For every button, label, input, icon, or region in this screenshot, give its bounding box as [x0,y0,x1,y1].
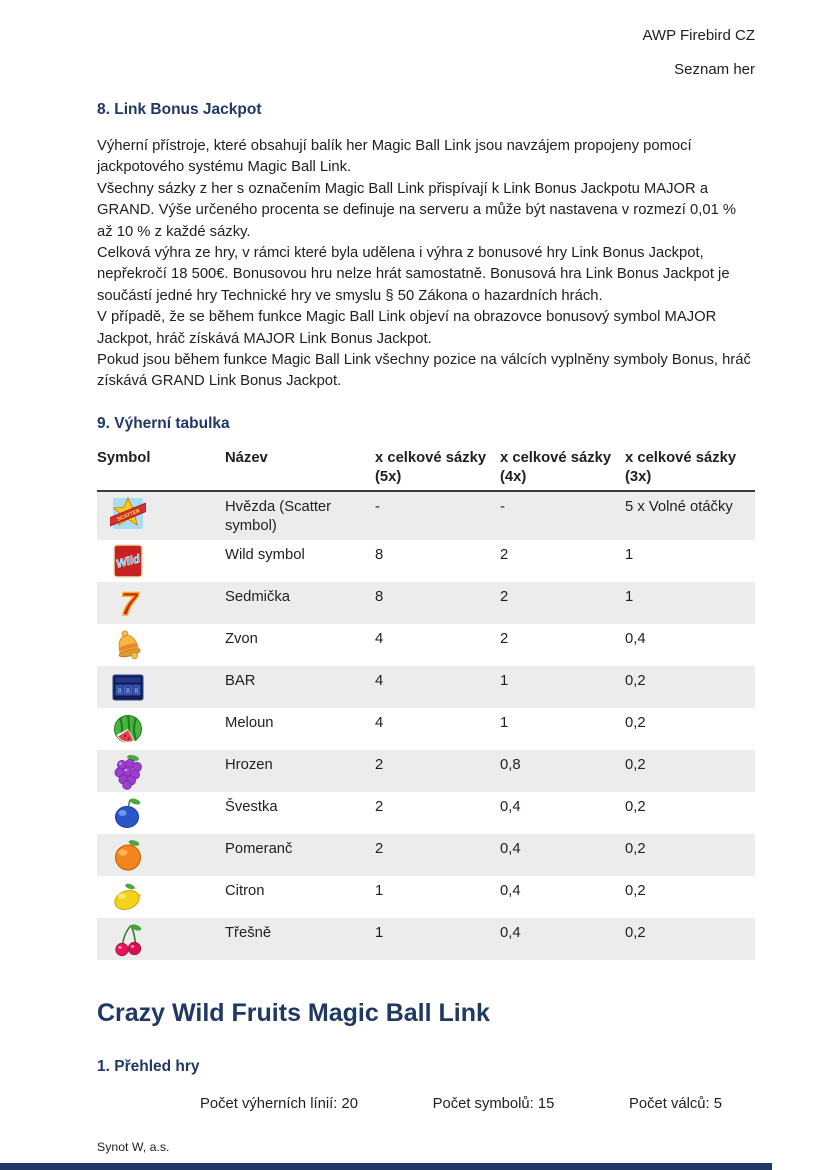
column-header-name: Název [225,447,375,491]
payout-4x: 0,8 [500,756,521,773]
payout-5x: 8 [375,588,384,605]
symbol-name: Wild symbol [225,546,305,563]
svg-text:8: 8 [117,687,122,695]
payout-3x: 0,4 [625,630,646,647]
payout-3x: 0,2 [625,714,646,731]
table-row [97,624,755,666]
section-title-link-bonus: 8. Link Bonus Jackpot [97,101,262,118]
symbol-name: Sedmička [225,588,290,605]
footer-company: Synot W, a.s. [97,1139,170,1154]
doc-header-subtitle: Seznam her [674,61,755,78]
payout-5x: 1 [375,924,384,941]
payout-3x: 0,2 [625,756,646,773]
table-row [97,918,755,960]
symbol-cell [97,750,225,792]
column-header-5x: x celkové sázky (5x) [375,447,500,491]
payout-4x: 0,4 [500,840,521,857]
payout-4x: 2 [500,630,509,647]
table-row [97,491,755,540]
symbol-cell [97,918,225,960]
symbol-cell [97,792,225,834]
lemon-icon [110,878,146,916]
svg-text:8: 8 [126,687,130,695]
doc-header-product: AWP Firebird CZ [642,27,755,44]
table-row [97,666,755,708]
table-row [97,792,755,834]
watermelon-icon [110,710,146,748]
table-row [97,708,755,750]
payout-3x: 1 [625,546,634,563]
payout-5x: 4 [375,672,384,689]
bar-icon [110,668,146,706]
section-title-paytable: 9. Výherní tabulka [97,414,230,432]
table-row [97,750,755,792]
payout-3x: 0,2 [625,882,646,899]
symbol-name: Hrozen [225,756,273,773]
stat-lines: Počet výherních línií: 20 [200,1095,358,1112]
payout-4x: - [500,498,505,515]
table-row [97,540,755,582]
payout-5x: - [375,498,380,515]
orange-icon [110,836,146,874]
payout-5x: 1 [375,882,384,899]
paragraph: Pokud jsou během funkce Magic Ball Link všechny pozice na válcích vyplněny symboly Bonus, hráč získává GRAND Link Bonus Jackpot. [97,352,751,390]
paragraph: Celková výhra ze hry, v rámci které byla udělena i výhra z bonusové hry Link Bonus Jackpot, nepřekročí 18 500€. Bonusovou hru nelze hrát samostatně. Bonusová hra Link Bonus Jackpot je součástí jedné hry Technické hry ve smyslu § 50 Zákona o hazardních hrách. [97,245,730,304]
symbol-name: Pomeranč [225,840,293,857]
payout-3x: 1 [625,588,634,605]
link-bonus-paragraphs [97,136,755,393]
payout-5x: 2 [375,756,384,773]
paytable [97,447,755,960]
doc-header [97,0,755,79]
next-page-divider-bar [0,1163,772,1170]
payout-3x: 5 x Volné otáčky [625,498,733,515]
payout-3x: 0,2 [625,840,646,857]
payout-5x: 2 [375,798,384,815]
seven-icon [110,584,146,622]
payout-5x: 8 [375,546,384,563]
symbol-name: Třešně [225,924,272,941]
symbol-cell [97,491,225,540]
payout-5x: 4 [375,714,384,731]
payout-3x: 0,2 [625,798,646,815]
symbol-cell [97,666,225,708]
symbol-name: BAR [225,672,256,689]
table-row [97,834,755,876]
svg-text:7: 7 [120,585,138,622]
symbol-cell [97,624,225,666]
paragraph: Všechny sázky z her s označením Magic Ball Link přispívají k Link Bonus Jackpotu MAJOR a GRAND. Výše určeného procenta se definuje na serveru a může být nastavena v rozmezí 0,01 % až 10 % z každé sázky. [97,180,737,240]
section-title-overview: 1. Přehled hry [97,1057,200,1075]
payout-4x: 0,4 [500,924,521,941]
payout-4x: 1 [500,714,509,731]
column-header-symbol: Symbol [97,447,225,491]
stat-reels: Počet válců: 5 [629,1095,722,1112]
symbol-cell [97,582,225,624]
payout-3x: 0,2 [625,924,646,941]
symbol-name: Meloun [225,714,274,731]
table-row [97,582,755,624]
game-title: Crazy Wild Fruits Magic Ball Link [97,998,490,1027]
star-scatter-icon [110,494,146,532]
symbol-name: Citron [225,882,265,899]
svg-text:Wild: Wild [115,553,142,571]
stat-symbols: Počet symbolů: 15 [432,1095,555,1112]
symbol-cell [97,876,225,918]
bell-icon [110,626,146,664]
cherries-icon [110,920,146,958]
grapes-icon [110,752,146,790]
wild-icon [110,542,146,580]
payout-5x: 2 [375,840,384,857]
symbol-cell [97,540,225,582]
symbol-cell [97,834,225,876]
table-row [97,876,755,918]
symbol-name: Švestka [225,798,278,815]
paragraph: V případě, že se během funkce Magic Ball Link objeví na obrazovce bonusový symbol MAJOR Jackpot, hráč získává MAJOR Link Bonus Jackpot. [97,309,717,347]
plum-icon [110,794,146,832]
payout-3x: 0,2 [625,672,646,689]
symbol-name: Hvězda (Scatter symbol) [225,498,332,534]
symbol-cell [97,708,225,750]
game-stats [97,1096,755,1112]
column-header-4x: x celkové sázky (4x) [500,447,625,491]
paytable-header-row [97,447,755,491]
payout-4x: 0,4 [500,882,521,899]
payout-4x: 0,4 [500,798,521,815]
payout-4x: 2 [500,546,509,563]
column-header-3x: x celkové sázky (3x) [625,447,755,491]
symbol-name: Zvon [225,630,258,647]
payout-4x: 1 [500,672,509,689]
payout-4x: 2 [500,588,509,605]
payout-5x: 4 [375,630,384,647]
paragraph: Výherní přístroje, které obsahují balík her Magic Ball Link jsou navzájem propojeny pomocí jackpotového systému Magic Ball Link. [97,138,692,176]
svg-text:8: 8 [134,687,139,695]
svg-text:SCATTER: SCATTER [116,508,141,523]
